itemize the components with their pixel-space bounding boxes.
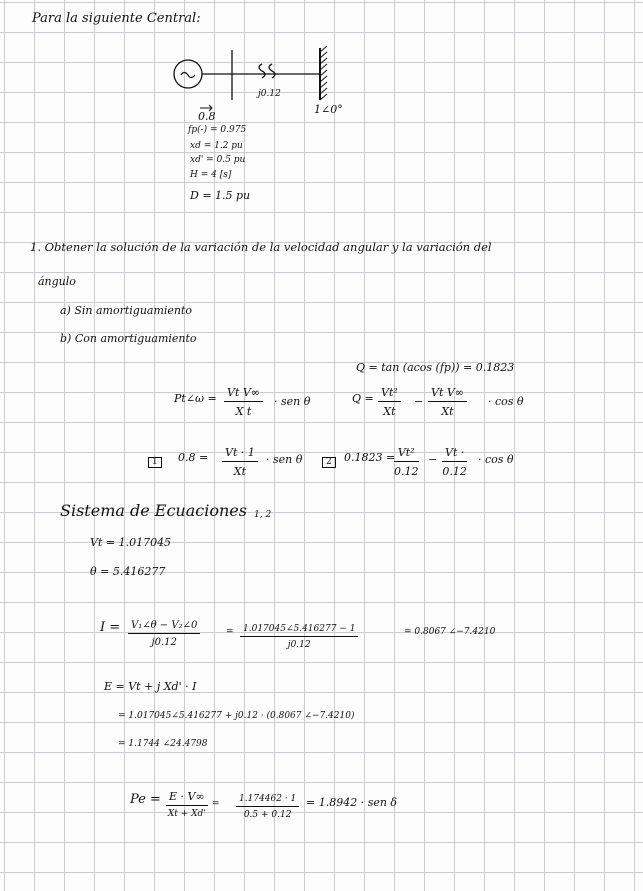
q-denominator-2: Xt [441,405,454,418]
pt-lhs: Pt∠ω = [174,392,217,405]
q-numerator-2: Vt V∞ [428,386,467,402]
power-lhs: Pe = [130,792,161,807]
q-denominator-1: Xt [383,405,396,418]
q-definition: Q = tan (acos (fp)) = 0.1823 [356,361,515,374]
power-fraction [166,790,208,819]
q-tail: · cos θ [488,395,524,408]
eq2-numerator-2: Vt · [442,446,467,462]
eq2-lhs: 0.1823 = [344,451,396,464]
current-equals: = [226,627,234,637]
param-h: H = 4 [s] [190,170,232,180]
system-tag: 1, 2 [254,510,272,520]
power-numerator-2: 1.174462 · 1 [236,794,299,807]
current-denominator: j0.12 [151,637,177,648]
problem-statement-line1: 1. Obtener la solución de la variación de la velocidad angular y la variación del [30,240,492,254]
current-denominator-2: j0.12 [287,640,311,650]
system-theta: θ = 5.416277 [90,565,166,578]
system-title: Sistema de Ecuaciones [60,501,247,520]
eq1-numerator: Vt · 1 [222,446,258,462]
line-reactance-label: j0.12 [258,89,281,99]
eq2-minus: − [428,453,438,466]
reactance-icon [259,64,275,78]
eq2-denominator-1: 0.12 [394,465,419,478]
generator-icon [174,60,202,88]
eq1-lhs: 0.8 = [178,451,209,464]
eq1-denominator: Xt [233,465,247,478]
q-minus: − [414,395,424,408]
param-d: D = 1.5 pu [190,189,251,202]
power-numerator: E · V∞ [166,790,208,806]
emf-line2: = 1.017045∠5.416277 + j0.12 · (0.8067 ∠−7.4210) [118,711,355,721]
current-fraction-2 [240,624,358,650]
problem-part-b: b) Con amortiguamiento [60,332,197,345]
pt-tail: · sen θ [274,395,311,408]
generator-sine-icon [181,73,195,78]
power-label: 0.8 [198,110,216,123]
bus-voltage-label: 1∠0° [314,103,343,116]
emf-line1: E = Vt + j Xd' · I [104,680,197,693]
eq1-fraction [222,446,258,478]
current-numerator-2: 1.017045∠5.416277 − 1 [240,624,358,637]
power-denominator: Xt + Xd' [167,809,206,819]
current-fraction [128,620,200,648]
pt-denominator: X t [235,405,252,418]
emf-line3: = 1.1744 ∠24.4798 [118,739,208,749]
param-fp: fp(-) = 0.975 [188,125,247,135]
q-fraction-1 [378,386,401,418]
param-xd-prime: xd' = 0.5 pu [190,155,246,165]
eq2-numerator-1: Vt² [394,446,419,462]
ground-hatch-icon [320,46,327,100]
eq2-fraction-1 [394,446,419,478]
eq1-tag: 1 [148,451,162,468]
problem-part-a: a) Sin amortiguamiento [60,304,193,317]
system-vt: Vt = 1.017045 [90,536,172,549]
q-fraction-2 [428,386,467,418]
power-result: = 1.8942 · sen δ [306,796,398,809]
eq1-tail: · sen θ [266,453,303,466]
eq2-fraction-2 [442,446,467,478]
power-fraction-2 [236,794,299,820]
pt-fraction [224,386,263,418]
current-numerator: V₁∠θ − V₂∠0 [128,620,200,634]
eq2-tag: 2 [322,451,336,468]
eq2-tail: · cos θ [478,453,514,466]
param-xd: xd = 1.2 pu [190,141,243,151]
problem-statement-line2: ángulo [38,275,76,288]
current-lhs: I = [100,620,121,635]
current-result: = 0.8067 ∠−7.4210 [404,627,496,637]
page-title: Para la siguiente Central: [32,11,201,26]
eq2-denominator-2: 0.12 [442,465,467,478]
q-numerator-1: Vt² [378,386,401,402]
pt-numerator: Vt V∞ [224,386,263,402]
power-equals: = [212,799,220,809]
q-lhs: Q = [352,392,374,405]
power-denominator-2: 0.5 + 0.12 [243,810,292,820]
